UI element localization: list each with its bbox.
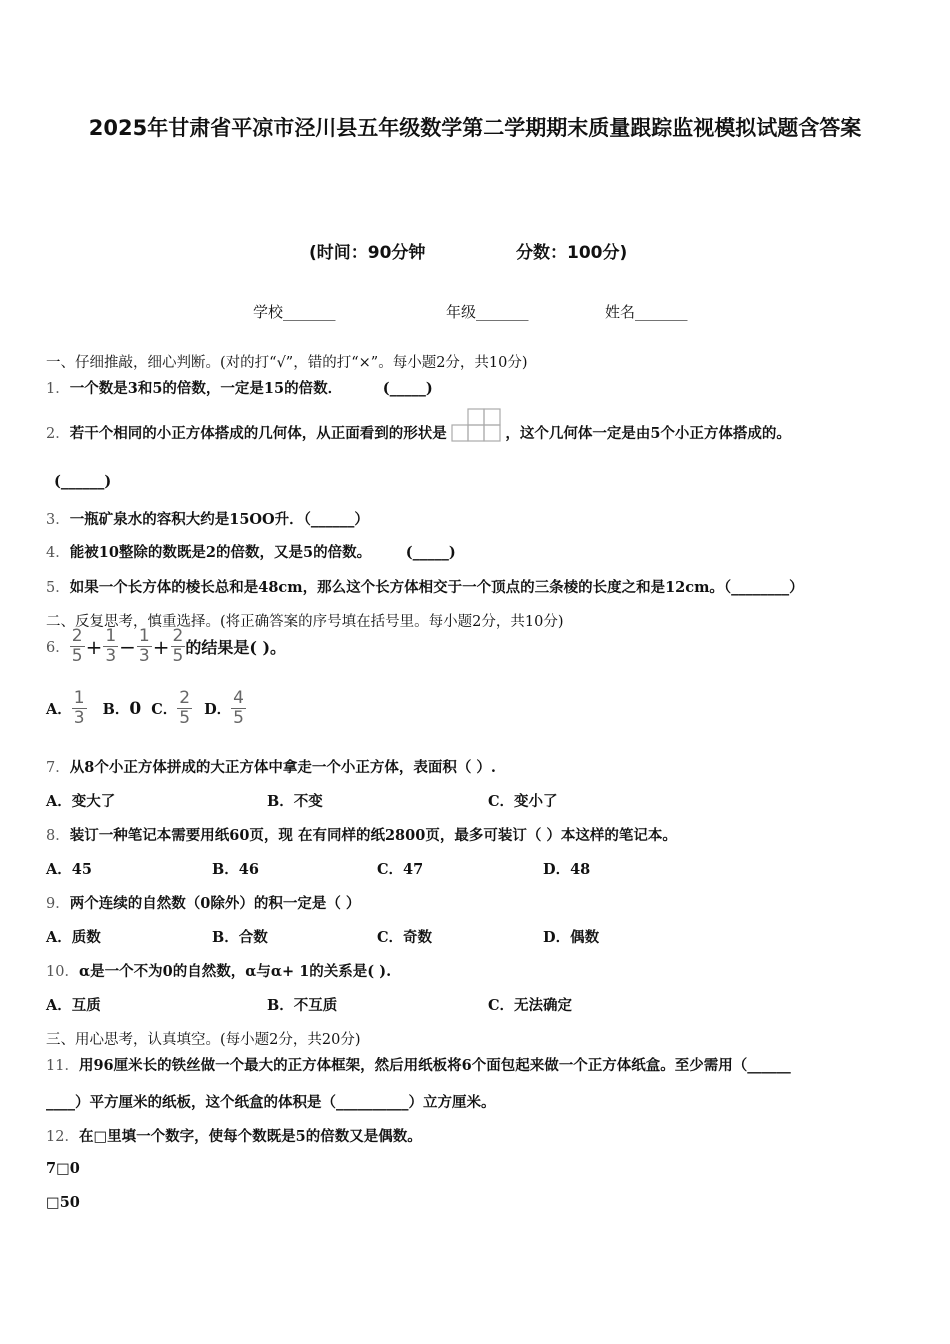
q7-option-b: B．不变 bbox=[267, 793, 323, 810]
section-3-heading: 三、用心思考，认真填空。(每小题2分，共20分) bbox=[46, 1032, 361, 1048]
q10-option-c: C．无法确定 bbox=[488, 997, 573, 1014]
question-11-continued: ____）平方厘米的纸板，这个纸盒的体积是（__________）立方厘米。 bbox=[46, 1094, 496, 1111]
fraction: $\frac{1}{3}$ bbox=[138, 626, 150, 666]
grade-field: 年级_______ bbox=[446, 303, 529, 321]
q9-option-b: B．合数 bbox=[212, 929, 268, 946]
exam-time: (时间：90分钟 bbox=[309, 243, 426, 263]
q9-option-c: C．奇数 bbox=[377, 929, 433, 946]
question-2: 2．若干个相同的小正方体搭成的几何体，从正面看到的形状是 ，这个几何体一定是由5个小正方体搭成的。 bbox=[46, 422, 791, 443]
q8-option-a: A．45 bbox=[46, 861, 92, 878]
section-2-heading: 二、反复思考，慎重选择。(将正确答案的序号填在括号里。每小题2分，共10分) bbox=[46, 614, 564, 630]
question-12: 12．在□里填一个数字，使每个数既是5的倍数又是偶数。 bbox=[46, 1128, 422, 1145]
school-field: 学校_______ bbox=[253, 303, 336, 321]
option-b-value: 0 bbox=[129, 698, 142, 719]
option-d-fraction: $\frac{4}{5}$ bbox=[233, 688, 244, 728]
operator: + bbox=[152, 634, 170, 659]
question-5: 5．如果一个长方体的棱长总和是48cm，那么这个长方体相交于一个顶点的三条棱的长度之和是12cm。（________） bbox=[46, 579, 804, 596]
q8-option-d: D．48 bbox=[543, 861, 591, 878]
fraction: $\frac{2}{5}$ bbox=[71, 626, 83, 666]
exam-score: 分数：100分) bbox=[516, 243, 628, 263]
operator: − bbox=[119, 634, 136, 659]
q12-item-2: □50 bbox=[46, 1194, 80, 1211]
question-9: 9．两个连续的自然数（0除外）的积一定是（ ） bbox=[46, 895, 361, 912]
question-11: 11．用96厘米长的铁丝做一个最大的正方体框架，然后用纸板将6个面包起来做一个正方体纸盒。至少需用（______ bbox=[46, 1057, 791, 1074]
q8-option-b: B．46 bbox=[212, 861, 259, 878]
question-2-blank: (______) bbox=[54, 473, 112, 490]
q10-option-b: B．不互质 bbox=[267, 997, 338, 1014]
q8-option-c: C．47 bbox=[377, 861, 424, 878]
q7-option-c: C．变小了 bbox=[488, 793, 558, 810]
question-1: 1．一个数是3和5的倍数，一定是15的倍数． (_____) bbox=[46, 380, 433, 397]
option-c-fraction: $\frac{2}{5}$ bbox=[179, 688, 191, 728]
q12-item-1: 7□0 bbox=[46, 1160, 80, 1177]
operator: + bbox=[85, 634, 103, 659]
q10-option-a: A．互质 bbox=[46, 997, 101, 1014]
fraction: $\frac{2}{5}$ bbox=[172, 626, 184, 666]
question-7: 7．从8个小正方体拼成的大正方体中拿走一个小正方体，表面积（ ）. bbox=[46, 759, 496, 776]
q9-option-a: A．质数 bbox=[46, 929, 101, 946]
question-8: 8．装订一种笔记本需要用纸60页，现 在有同样的纸2800页，最多可装订（ ）本这样的笔记本。 bbox=[46, 827, 677, 844]
section-1-heading: 一、仔细推敲，细心判断。(对的打“√”，错的打“×”。每小题2分，共10分) bbox=[46, 355, 528, 371]
q7-option-a: A．变大了 bbox=[46, 793, 116, 810]
question-3: 3．一瓶矿泉水的容积大约是15OO升．（______） bbox=[46, 511, 369, 528]
front-view-figure bbox=[451, 408, 505, 442]
question-10: 10．α是一个不为0的自然数，α与α+ 1的关系是( ). bbox=[46, 963, 392, 980]
question-6-options: A． $\frac{1}{3}$ B．0 C． $\frac{2}{5}$ D． $\frac{4}{5}$ bbox=[46, 688, 244, 728]
fraction: $\frac{1}{3}$ bbox=[105, 626, 117, 666]
option-a-fraction: $\frac{1}{3}$ bbox=[73, 688, 85, 728]
q9-option-d: D．偶数 bbox=[543, 929, 600, 946]
page-title: 2025年甘肃省平凉市泾川县五年级数学第二学期期末质量跟踪监视模拟试题含答案 bbox=[88, 116, 862, 140]
name-field: 姓名_______ bbox=[605, 303, 688, 321]
question-6: 6． $\frac{2}{5}$ + $\frac{1}{3}$ − $\frac{1}{3}$ + $\frac{2}{5}$ 的结果是( )。 bbox=[46, 626, 287, 666]
question-4: 4．能被10整除的数既是2的倍数，又是5的倍数。 (_____) bbox=[46, 544, 456, 561]
